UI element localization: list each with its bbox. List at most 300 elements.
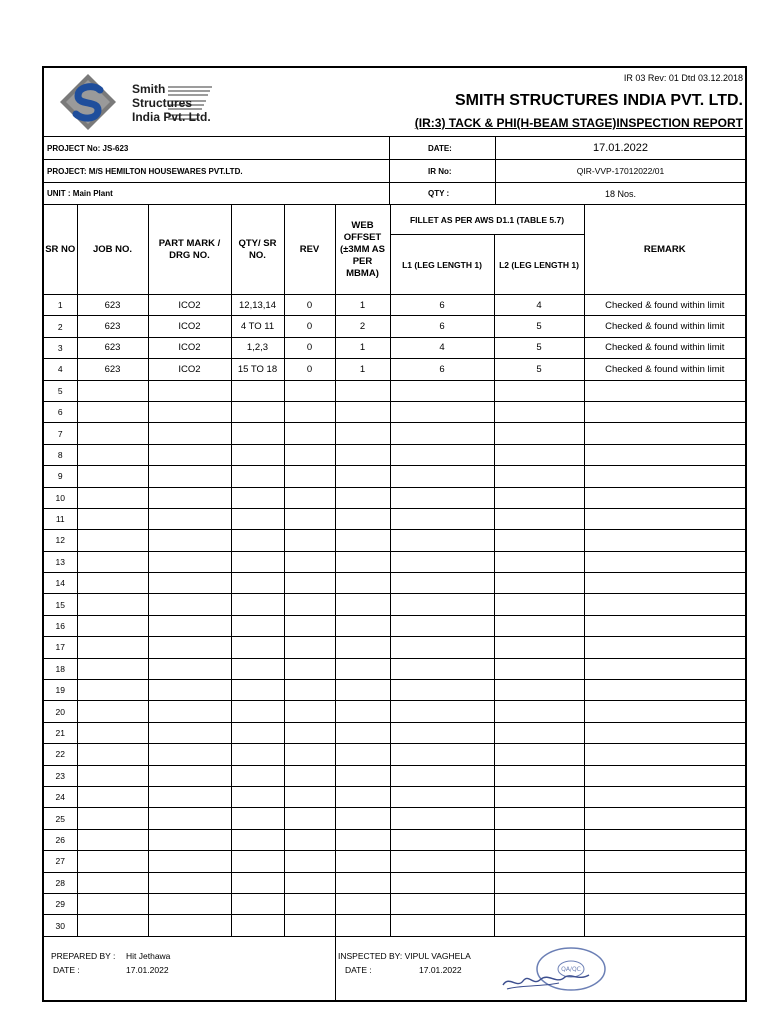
cell-web [335,851,390,872]
table-row [44,744,745,765]
info-row-project-no [44,136,745,159]
cell-sr: 3 [44,337,77,358]
cell-qty [231,808,284,829]
cell-part [148,423,231,444]
cell-web: 1 [335,359,390,380]
cell-l1 [390,808,494,829]
cell-job [77,594,148,615]
cell-rev [284,637,335,658]
cell-l1 [390,765,494,786]
cell-rev: 0 [284,295,335,316]
cell-l1 [390,829,494,850]
cell-sr: 20 [44,701,77,722]
cell-sr: 2 [44,316,77,337]
cell-web [335,444,390,465]
cell-remark: Checked & found within limit [584,359,745,380]
cell-sr: 18 [44,658,77,679]
cell-web [335,466,390,487]
header-job-no: JOB NO. [77,205,148,295]
cell-remark [584,444,745,465]
cell-remark [584,680,745,701]
cell-part [148,851,231,872]
cell-l2: 4 [494,295,584,316]
cell-part: ICO2 [148,295,231,316]
cell-web [335,508,390,529]
cell-job [77,829,148,850]
cell-l2 [494,508,584,529]
prepared-date: 17.01.2022 [126,965,169,975]
cell-l1: 6 [390,295,494,316]
cell-rev [284,872,335,893]
qa-qc-stamp-signature-icon [499,945,611,995]
cell-part [148,487,231,508]
cell-l1 [390,423,494,444]
cell-l2 [494,530,584,551]
cell-sr: 30 [44,915,77,936]
cell-sr: 4 [44,359,77,380]
cell-remark [584,915,745,936]
cell-l1: 6 [390,316,494,337]
cell-qty: 12,13,14 [231,295,284,316]
table-row [44,508,745,529]
cell-part [148,401,231,422]
cell-sr: 23 [44,765,77,786]
cell-remark [584,701,745,722]
cell-l1 [390,401,494,422]
cell-rev [284,594,335,615]
cell-qty [231,423,284,444]
cell-l1 [390,915,494,936]
table-row [44,423,745,444]
info-row-unit [44,182,745,204]
svg-text:QA/QC: QA/QC [561,966,581,973]
cell-l2 [494,466,584,487]
cell-sr: 29 [44,893,77,914]
table-row [44,487,745,508]
cell-l1 [390,680,494,701]
date-value: 17.01.2022 [495,137,745,159]
cell-l1 [390,615,494,636]
table-row [44,637,745,658]
logo-text [132,82,211,124]
cell-l2 [494,551,584,572]
company-name: SMITH STRUCTURES INDIA PVT. LTD. [455,92,743,109]
cell-qty [231,573,284,594]
cell-qty [231,765,284,786]
cell-l1 [390,594,494,615]
cell-job [77,765,148,786]
cell-job [77,530,148,551]
cell-qty [231,829,284,850]
table-row [44,872,745,893]
cell-part [148,594,231,615]
cell-l1 [390,744,494,765]
header-sr-no: SR NO [44,205,77,295]
cell-job [77,872,148,893]
cell-job [77,508,148,529]
cell-job [77,401,148,422]
cell-sr: 25 [44,808,77,829]
cell-rev [284,530,335,551]
cell-remark [584,594,745,615]
cell-job [77,487,148,508]
cell-part [148,615,231,636]
report-footer [44,936,745,1001]
cell-qty: 15 TO 18 [231,359,284,380]
cell-l2: 5 [494,359,584,380]
cell-remark [584,786,745,807]
cell-l1 [390,466,494,487]
table-row [44,466,745,487]
cell-sr: 9 [44,466,77,487]
cell-part [148,722,231,743]
cell-remark [584,530,745,551]
cell-sr: 8 [44,444,77,465]
cell-job: 623 [77,295,148,316]
ir-no-value: QIR-VVP-17012022/01 [495,160,745,182]
cell-remark [584,508,745,529]
cell-remark [584,744,745,765]
cell-l2 [494,594,584,615]
cell-l1 [390,508,494,529]
header-part-mark: PART MARK / DRG NO. [148,205,231,295]
cell-web [335,637,390,658]
cell-remark [584,829,745,850]
cell-web [335,915,390,936]
table-row [44,573,745,594]
cell-sr: 6 [44,401,77,422]
cell-l2 [494,487,584,508]
cell-qty [231,851,284,872]
cell-qty [231,380,284,401]
cell-l2 [494,872,584,893]
inspection-table [44,204,745,937]
cell-web [335,401,390,422]
table-row [44,786,745,807]
cell-part [148,808,231,829]
cell-job [77,786,148,807]
cell-job [77,444,148,465]
cell-web [335,380,390,401]
cell-rev: 0 [284,316,335,337]
table-row [44,615,745,636]
project-no: PROJECT No: JS-623 [47,143,129,153]
cell-l2 [494,744,584,765]
cell-web [335,786,390,807]
cell-sr: 19 [44,680,77,701]
qty-label: QTY : [389,183,495,204]
cell-part [148,508,231,529]
cell-l1 [390,380,494,401]
table-row [44,658,745,679]
logo-line-1: Smith [132,82,166,96]
cell-l1 [390,444,494,465]
table-row [44,551,745,572]
cell-remark [584,765,745,786]
cell-part [148,872,231,893]
cell-qty: 4 TO 11 [231,316,284,337]
table-row [44,444,745,465]
table-row [44,316,745,337]
table-row [44,851,745,872]
cell-sr: 26 [44,829,77,850]
cell-sr: 1 [44,295,77,316]
cell-part [148,444,231,465]
cell-web [335,765,390,786]
cell-sr: 24 [44,786,77,807]
cell-part [148,765,231,786]
cell-l2 [494,380,584,401]
cell-remark [584,551,745,572]
cell-qty [231,893,284,914]
cell-sr: 16 [44,615,77,636]
cell-remark [584,872,745,893]
cell-rev [284,423,335,444]
cell-remark [584,380,745,401]
cell-part: ICO2 [148,337,231,358]
cell-part [148,658,231,679]
table-row [44,401,745,422]
cell-l2 [494,423,584,444]
cell-remark [584,637,745,658]
cell-l1 [390,551,494,572]
cell-web [335,487,390,508]
cell-job [77,915,148,936]
cell-web [335,615,390,636]
table-row [44,701,745,722]
cell-remark [584,808,745,829]
table-row [44,915,745,936]
cell-qty [231,744,284,765]
table-row [44,380,745,401]
cell-rev [284,680,335,701]
cell-web [335,423,390,444]
table-row [44,530,745,551]
cell-rev [284,573,335,594]
cell-qty [231,637,284,658]
cell-remark: Checked & found within limit [584,337,745,358]
cell-qty [231,915,284,936]
cell-job [77,466,148,487]
cell-web: 1 [335,295,390,316]
cell-part [148,786,231,807]
cell-web [335,829,390,850]
cell-sr: 7 [44,423,77,444]
table-row [44,829,745,850]
cell-l1: 4 [390,337,494,358]
cell-remark [584,487,745,508]
report-title: (IR:3) TACK & PHI(H-BEAM STAGE)INSPECTION REPORT [414,116,743,130]
cell-part [148,530,231,551]
cell-rev [284,701,335,722]
cell-l2 [494,680,584,701]
cell-web [335,808,390,829]
cell-sr: 11 [44,508,77,529]
cell-l1 [390,530,494,551]
header-l2: L2 (LEG LENGTH 1) [494,235,584,295]
cell-web [335,722,390,743]
cell-web [335,872,390,893]
inspected-date: 17.01.2022 [419,965,462,975]
cell-job [77,380,148,401]
cell-job [77,423,148,444]
cell-part [148,551,231,572]
cell-l2 [494,765,584,786]
cell-part [148,573,231,594]
cell-l1: 6 [390,359,494,380]
cell-qty [231,872,284,893]
cell-part [148,744,231,765]
date-label: DATE: [389,137,495,159]
cell-web [335,893,390,914]
cell-part [148,915,231,936]
cell-l1 [390,701,494,722]
qty-value: 18 Nos. [495,183,745,204]
cell-rev [284,487,335,508]
cell-l1 [390,786,494,807]
cell-rev [284,615,335,636]
cell-l2 [494,637,584,658]
cell-web [335,680,390,701]
cell-rev: 0 [284,359,335,380]
cell-l2 [494,893,584,914]
cell-job [77,658,148,679]
ir-no-label: IR No: [389,160,495,182]
cell-part [148,637,231,658]
cell-web [335,551,390,572]
cell-l2 [494,722,584,743]
report-header [44,68,745,136]
cell-qty [231,722,284,743]
table-row [44,808,745,829]
cell-job: 623 [77,316,148,337]
cell-sr: 12 [44,530,77,551]
table-row [44,295,745,316]
inspected-by: INSPECTED BY: VIPUL VAGHELA [338,951,471,961]
inspected-date-label: DATE : [345,965,372,975]
cell-web [335,744,390,765]
cell-qty [231,444,284,465]
cell-rev [284,658,335,679]
cell-qty [231,401,284,422]
prepared-date-label: DATE : [53,965,80,975]
cell-l1 [390,893,494,914]
cell-rev [284,808,335,829]
cell-job [77,615,148,636]
cell-qty [231,786,284,807]
cell-remark [584,722,745,743]
cell-l2 [494,786,584,807]
cell-web [335,573,390,594]
table-row [44,722,745,743]
table-row [44,337,745,358]
cell-l2 [494,915,584,936]
cell-l2 [494,444,584,465]
cell-sr: 14 [44,573,77,594]
cell-remark: Checked & found within limit [584,316,745,337]
cell-part: ICO2 [148,316,231,337]
cell-remark [584,658,745,679]
cell-l2 [494,701,584,722]
cell-job: 623 [77,359,148,380]
logo-line-3: India Pvt. Ltd. [132,110,211,124]
cell-l1 [390,487,494,508]
cell-qty [231,487,284,508]
cell-web: 2 [335,316,390,337]
header-remark: REMARK [584,205,745,295]
cell-job [77,722,148,743]
table-row [44,594,745,615]
cell-sr: 10 [44,487,77,508]
cell-sr: 17 [44,637,77,658]
cell-job [77,701,148,722]
cell-job [77,573,148,594]
cell-sr: 13 [44,551,77,572]
cell-remark: Checked & found within limit [584,295,745,316]
logo-line-2: Structures [132,96,193,110]
cell-web [335,530,390,551]
cell-l1 [390,637,494,658]
cell-job [77,851,148,872]
table-row [44,359,745,380]
cell-job [77,637,148,658]
cell-job [77,680,148,701]
cell-qty [231,508,284,529]
cell-remark [584,573,745,594]
cell-rev [284,915,335,936]
info-row-project [44,159,745,182]
cell-web [335,658,390,679]
cell-rev [284,786,335,807]
cell-job [77,744,148,765]
cell-rev [284,744,335,765]
prepared-by-label: PREPARED BY : [51,951,116,961]
cell-job [77,808,148,829]
cell-l1 [390,573,494,594]
header-l1: L1 (LEG LENGTH 1) [390,235,494,295]
cell-qty [231,551,284,572]
cell-l1 [390,851,494,872]
cell-web: 1 [335,337,390,358]
cell-part [148,701,231,722]
cell-rev [284,466,335,487]
cell-sr: 21 [44,722,77,743]
cell-remark [584,423,745,444]
cell-l1 [390,872,494,893]
cell-sr: 22 [44,744,77,765]
unit: UNIT : Main Plant [47,189,113,198]
table-row [44,893,745,914]
cell-part [148,829,231,850]
cell-sr: 15 [44,594,77,615]
document-reference: IR 03 Rev: 01 Dtd 03.12.2018 [623,73,743,83]
table-row [44,765,745,786]
cell-rev [284,508,335,529]
cell-l2 [494,401,584,422]
cell-l2 [494,615,584,636]
cell-sr: 27 [44,851,77,872]
cell-job: 623 [77,337,148,358]
header-rev: REV [284,205,335,295]
cell-remark [584,851,745,872]
cell-l2 [494,658,584,679]
cell-remark [584,893,745,914]
cell-rev [284,722,335,743]
cell-l2: 5 [494,337,584,358]
cell-rev [284,380,335,401]
cell-sr: 5 [44,380,77,401]
cell-qty [231,701,284,722]
